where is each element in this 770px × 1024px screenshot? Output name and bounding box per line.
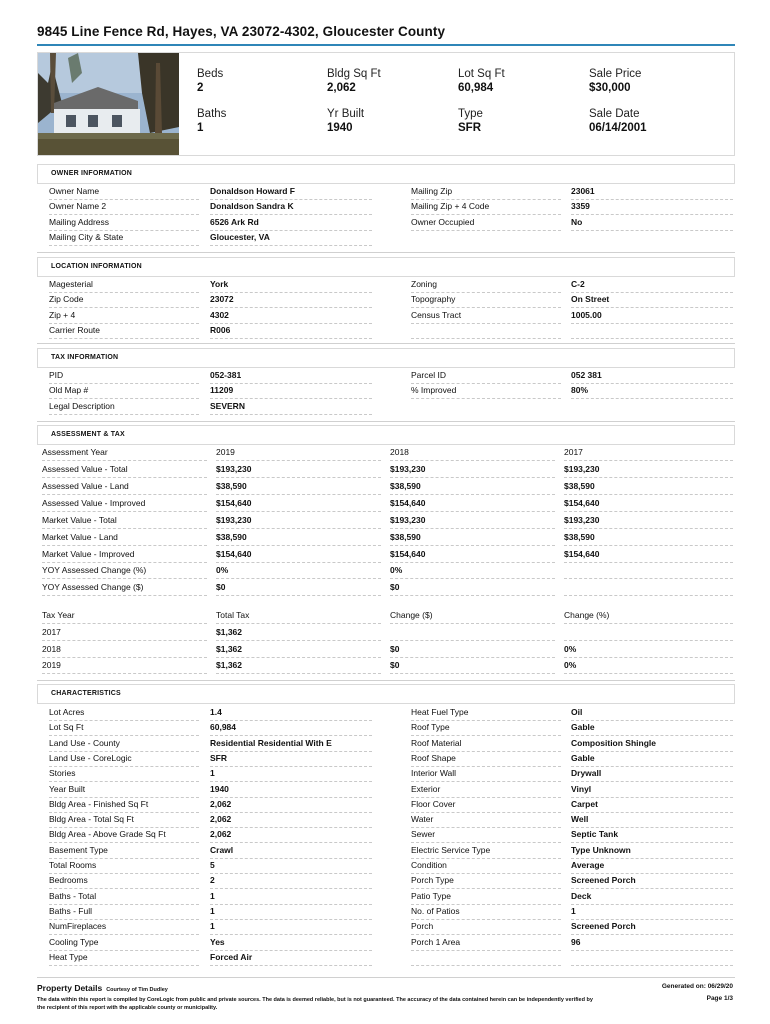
field-label: Zoning [411,278,561,293]
column-header: 2019 [216,445,381,461]
row-label: Market Value - Total [42,513,207,529]
field-value: 1.4 [210,706,372,721]
footer-courtesy: Courtesy of Tim Dudley [106,987,168,993]
table-cell [564,580,733,596]
table-cell: $154,640 [564,496,733,512]
owner-info-heading: OWNER INFORMATION [37,164,735,184]
field-label: Mailing Zip [411,185,561,200]
field-label: Stories [49,767,199,782]
row-label: YOY Assessed Change ($) [42,580,207,596]
field-label: Porch 1 Area [411,936,561,951]
field-value: 052 381 [571,369,733,384]
divider [37,421,735,422]
stat-sale-price: Sale Price $30,000 [589,68,642,94]
field-value: 1940 [210,783,372,798]
field-value: Drywall [571,767,733,782]
field-label: Heat Type [49,951,199,966]
field-value: 1005.00 [571,309,733,324]
table-cell: $38,590 [564,479,733,495]
table-cell: $154,640 [564,547,733,563]
table-cell: $38,590 [390,530,555,546]
row-label: Assessed Value - Land [42,479,207,495]
table-cell: $1,362 [216,658,381,674]
field-label: Cooling Type [49,936,199,951]
field-label: Census Tract [411,309,561,324]
table-cell: $193,230 [390,513,555,529]
field-value: Screened Porch [571,920,733,935]
table-cell: $154,640 [390,547,555,563]
field-value: 2 [210,874,372,889]
field-label: Water [411,813,561,828]
column-header: 2017 [564,445,733,461]
field-value: Well [571,813,733,828]
field-label: Mailing Zip + 4 Code [411,200,561,215]
field-label: Sewer [411,828,561,843]
row-label: Assessed Value - Improved [42,496,207,512]
field-value: Crawl [210,844,372,859]
row-label: Market Value - Land [42,530,207,546]
column-header: Assessment Year [42,445,207,461]
table-cell [564,625,733,641]
field-label: Zip + 4 [49,309,199,324]
field-value: Forced Air [210,951,372,966]
field-label: Heat Fuel Type [411,706,561,721]
table-cell: $193,230 [564,462,733,478]
table-cell [564,563,733,579]
divider [37,680,735,681]
field-label: Mailing Address [49,216,199,231]
field-label: Magesterial [49,278,199,293]
field-value: 052-381 [210,369,372,384]
divider [37,252,735,253]
field-value: Carpet [571,798,733,813]
divider [37,343,735,344]
field-label: NumFireplaces [49,920,199,935]
row-label: Market Value - Improved [42,547,207,563]
field-label: Bldg Area - Finished Sq Ft [49,798,199,813]
field-label: Carrier Route [49,324,199,339]
field-value [571,951,733,966]
field-value: 1 [210,920,372,935]
field-value: Composition Shingle [571,737,733,752]
field-label: Land Use - CoreLogic [49,752,199,767]
table-cell: $193,230 [390,462,555,478]
field-label: Bldg Area - Above Grade Sq Ft [49,828,199,843]
footer-page-number: Page 1/3 [706,995,733,1002]
field-label: Baths - Full [49,905,199,920]
column-header: 2018 [390,445,555,461]
field-label: Land Use - County [49,737,199,752]
table-cell: 0% [564,658,733,674]
table-cell: $154,640 [390,496,555,512]
tax-info-heading: TAX INFORMATION [37,348,735,368]
field-value: Gable [571,752,733,767]
field-label: Legal Description [49,400,199,415]
divider [37,977,735,978]
row-label: 2018 [42,642,207,658]
stat-sale-date: Sale Date 06/14/2001 [589,108,647,134]
field-value: 6526 Ark Rd [210,216,372,231]
field-value: 23061 [571,185,733,200]
field-value: Screened Porch [571,874,733,889]
field-value: Yes [210,936,372,951]
field-value: Donaldson Sandra K [210,200,372,215]
field-label: Zip Code [49,293,199,308]
page-title: 9845 Line Fence Rd, Hayes, VA 23072-4302, Gloucester County [37,24,735,46]
field-label: Owner Name [49,185,199,200]
characteristics-heading: CHARACTERISTICS [37,684,735,704]
field-label: % Improved [411,384,561,399]
field-value: 2,062 [210,813,372,828]
field-value: 1 [571,905,733,920]
field-value: On Street [571,293,733,308]
field-value: Type Unknown [571,844,733,859]
field-value: 3359 [571,200,733,215]
footer-title: Property Details Courtesy of Tim Dudley [37,983,168,993]
footer-disclaimer: The data within this report is compiled by CoreLogic from public and private sources. The data is deemed reliable, but is not guaranteed. The accuracy of the data contained herein can be independently verified by the recipient of this report with the applicable county or municipality. [37,997,593,1011]
field-value: 1 [210,767,372,782]
table-cell: $38,590 [564,530,733,546]
field-value: Vinyl [571,783,733,798]
table-cell: $193,230 [216,462,381,478]
assessment-heading: ASSESSMENT & TAX [37,425,735,445]
field-value: 1 [210,905,372,920]
stat-yr-built: Yr Built 1940 [327,108,365,134]
table-cell: 0% [216,563,381,579]
stat-baths: Baths 1 [197,108,227,134]
stat-beds: Beds 2 [197,68,224,94]
table-cell: $38,590 [390,479,555,495]
field-label: No. of Patios [411,905,561,920]
field-label: Interior Wall [411,767,561,782]
field-label: Roof Shape [411,752,561,767]
table-cell: $38,590 [216,530,381,546]
table-cell: $0 [390,642,555,658]
field-label: Roof Material [411,737,561,752]
row-label: YOY Assessed Change (%) [42,563,207,579]
field-label: Patio Type [411,890,561,905]
field-label: Bldg Area - Total Sq Ft [49,813,199,828]
field-value: York [210,278,372,293]
field-label: Lot Acres [49,706,199,721]
row-label: 2019 [42,658,207,674]
field-label: Roof Type [411,721,561,736]
table-cell: $154,640 [216,496,381,512]
table-cell: $1,362 [216,625,381,641]
field-value: C-2 [571,278,733,293]
field-value: 2,062 [210,828,372,843]
property-summary [37,52,735,156]
field-label [411,324,561,339]
field-value: 96 [571,936,733,951]
field-value: 80% [571,384,733,399]
row-label: 2017 [42,625,207,641]
field-label: Topography [411,293,561,308]
field-value: No [571,216,733,231]
table-cell: 0% [564,642,733,658]
field-label: Total Rooms [49,859,199,874]
field-label [411,951,561,966]
stat-lot-sq-ft: Lot Sq Ft 60,984 [458,68,505,94]
table-cell: 0% [390,563,555,579]
table-cell: $0 [390,580,555,596]
field-value: Gable [571,721,733,736]
property-photo [38,53,179,155]
field-value: 11209 [210,384,372,399]
field-value: Donaldson Howard F [210,185,372,200]
field-value: 2,062 [210,798,372,813]
field-value: 5 [210,859,372,874]
field-value: SEVERN [210,400,372,415]
field-label: Porch [411,920,561,935]
field-label: Year Built [49,783,199,798]
field-label: Porch Type [411,874,561,889]
table-cell: $193,230 [216,513,381,529]
field-label: Mailing City & State [49,231,199,246]
field-value: Septic Tank [571,828,733,843]
footer-generated-date: Generated on: 06/29/20 [661,983,733,990]
field-value: R006 [210,324,372,339]
field-label: Condition [411,859,561,874]
field-value: Average [571,859,733,874]
table-cell: $193,230 [564,513,733,529]
stat-type: Type SFR [458,108,483,134]
field-value: Deck [571,890,733,905]
field-value: SFR [210,752,372,767]
table-cell [390,625,555,641]
field-value: Oil [571,706,733,721]
table-cell: $0 [390,658,555,674]
table-cell: $1,362 [216,642,381,658]
stat-bldg-sq-ft: Bldg Sq Ft 2,062 [327,68,381,94]
column-header: Change ($) [390,608,555,624]
field-label: Bedrooms [49,874,199,889]
field-label: Basement Type [49,844,199,859]
field-value: 4302 [210,309,372,324]
table-cell: $38,590 [216,479,381,495]
field-label: Lot Sq Ft [49,721,199,736]
column-header: Tax Year [42,608,207,624]
field-value: 60,984 [210,721,372,736]
field-value: Gloucester, VA [210,231,372,246]
field-value: Residential Residential With E [210,737,372,752]
field-label: Exterior [411,783,561,798]
field-label: Baths - Total [49,890,199,905]
field-label: Parcel ID [411,369,561,384]
field-label: Owner Occupied [411,216,561,231]
field-label: Old Map # [49,384,199,399]
table-cell: $154,640 [216,547,381,563]
table-cell: $0 [216,580,381,596]
field-label: Floor Cover [411,798,561,813]
field-label: Electric Service Type [411,844,561,859]
field-value: 23072 [210,293,372,308]
location-info-heading: LOCATION INFORMATION [37,257,735,277]
field-value [571,324,733,339]
column-header: Change (%) [564,608,733,624]
column-header: Total Tax [216,608,381,624]
row-label: Assessed Value - Total [42,462,207,478]
field-value: 1 [210,890,372,905]
field-label: PID [49,369,199,384]
field-label: Owner Name 2 [49,200,199,215]
